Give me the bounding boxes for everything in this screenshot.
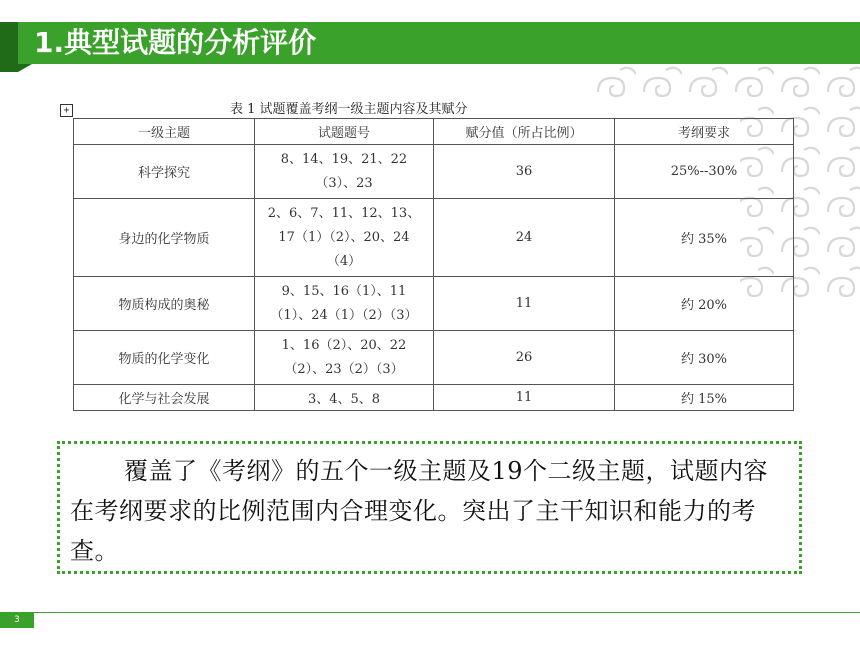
questions-line: 9、15、16（1）、11 — [281, 283, 407, 299]
questions-cell — [255, 277, 434, 331]
topic-cell: 科学探究 — [74, 145, 255, 199]
column-header: 赋分值（所占比例） — [434, 119, 615, 145]
table-row — [74, 199, 794, 277]
requirement-cell: 约 35% — [615, 199, 794, 277]
questions-line: （4） — [326, 253, 362, 269]
questions-line: （2）、23（2）（3） — [284, 361, 404, 377]
questions-line: 1、16（2）、20、22 — [281, 337, 407, 353]
footer-divider — [34, 612, 860, 613]
table-row — [74, 385, 794, 411]
table-row — [74, 277, 794, 331]
questions-cell: 3、4、5、8 — [255, 385, 434, 411]
table-row — [74, 145, 794, 199]
column-header: 考纲要求 — [615, 119, 794, 145]
topic-cell: 物质的化学变化 — [74, 331, 255, 385]
questions-line: （1）、24（1）（2）（3） — [270, 307, 418, 323]
slide-title: 1.典型试题的分析评价 — [34, 26, 317, 59]
requirement-cell: 25%--30% — [615, 145, 794, 199]
score-cell: 11 — [434, 385, 615, 411]
table-move-handle-icon: + — [60, 104, 73, 117]
score-cell: 36 — [434, 145, 615, 199]
column-header: 试题题号 — [255, 119, 434, 145]
questions-cell — [255, 145, 434, 199]
column-header: 一级主题 — [74, 119, 255, 145]
table-header-row — [74, 119, 794, 145]
table-row — [74, 331, 794, 385]
score-cell: 11 — [434, 277, 615, 331]
title-bar-accent — [0, 22, 18, 72]
title-bar-fold — [18, 64, 32, 72]
topic-cell: 化学与社会发展 — [74, 385, 255, 411]
questions-line: 17（1）（2）、20、24 — [278, 229, 410, 245]
score-cell: 26 — [434, 331, 615, 385]
requirement-cell: 约 15% — [615, 385, 794, 411]
requirement-cell: 约 30% — [615, 331, 794, 385]
summary-text: 覆盖了《考纲》的五个一级主题及19个二级主题，试题内容在考纲要求的比例范围内合理变化。突出了主干知识和能力的考查。 — [70, 457, 769, 565]
page-number: 3 — [0, 612, 34, 628]
questions-line: 8、14、19、21、22 — [280, 151, 408, 167]
questions-line: （3）、23 — [315, 175, 373, 191]
requirement-cell: 约 20% — [615, 277, 794, 331]
table-caption: 表 1 试题覆盖考纲一级主题内容及其赋分 — [230, 102, 468, 117]
topic-table — [73, 118, 794, 411]
questions-line: 2、6、7、11、12、13、 — [267, 205, 421, 221]
topic-cell: 物质构成的奥秘 — [74, 277, 255, 331]
score-cell: 24 — [434, 199, 615, 277]
questions-cell — [255, 331, 434, 385]
topic-cell: 身边的化学物质 — [74, 199, 255, 277]
questions-cell — [255, 199, 434, 277]
